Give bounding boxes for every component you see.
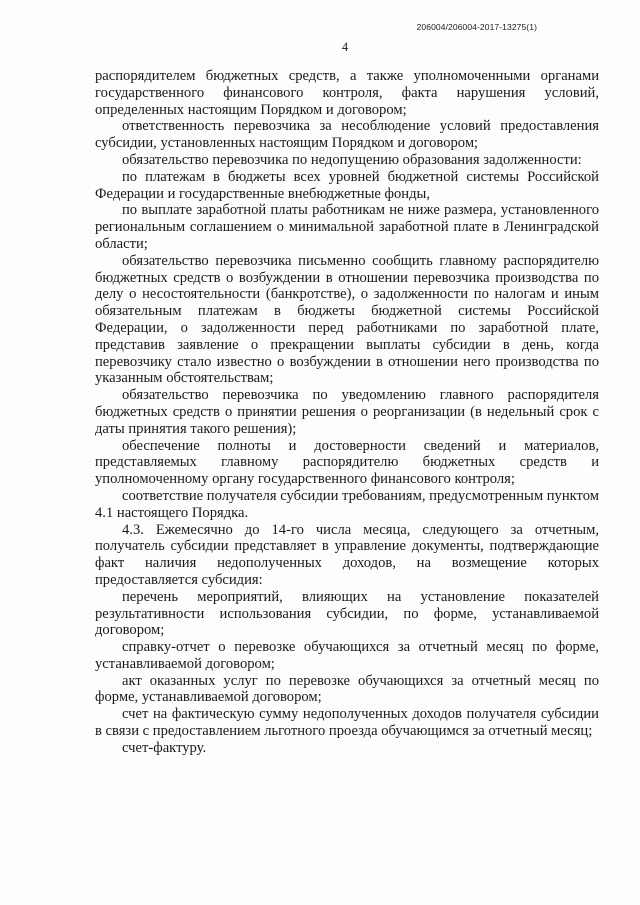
- paragraph: ответственность перевозчика за несоблюдение условий предоставления субсидии, установленных настоящим Порядком и договором;: [95, 118, 599, 152]
- document-id: 206004/206004-2017-13275(1): [416, 22, 537, 32]
- page-number: 4: [341, 40, 349, 54]
- paragraph: по выплате заработной платы работникам не ниже размера, установленного региональным соглашением о минимальной заработной плате в Ленинградской области;: [95, 202, 599, 252]
- paragraph: счет-фактуру.: [122, 739, 207, 756]
- paragraph: перечень мероприятий, влияющих на установление показателей результативности использования субсидии, по форме, устанавливаемой договором;: [95, 588, 599, 639]
- paragraph: обеспечение полноты и достоверности сведений и материалов, представляемых главному распорядителю бюджетных средств и уполномоченному органу государственного финансового контроля;: [95, 437, 599, 488]
- paragraph: справку-отчет о перевозке обучающихся за отчетный месяц по форме, устанавливаемой договором;: [95, 639, 599, 672]
- paragraph: обязательство перевозчика по недопущению образования задолженности:: [122, 151, 582, 168]
- paragraph: обязательство перевозчика письменно сообщить главному распорядителю бюджетных средств о возбуждении в отношении перевозчика производства по делу о несостоятельности (банкротстве), о задолженности по налогам и иным обязательным платежам в бюджеты бюджетной системы Российской Федерации, о задолженности перед работниками по заработной плате, представив заявление о прекращении выплаты субсидии в день, когда перевозчику стало известно о возбуждении в отношении него производства по указанным обстоятельствам;: [95, 252, 599, 387]
- paragraph: соответствие получателя субсидии требованиям, предусмотренным пунктом 4.1 настоящего Порядка.: [95, 487, 599, 521]
- document-body: [95, 68, 599, 757]
- paragraph: счет на фактическую сумму недополученных доходов получателя субсидии в связи с предоставлением льготного проезда обучающимся за отчетный месяц;: [95, 706, 599, 740]
- paragraph: обязательство перевозчика по уведомлению главного распорядителя бюджетных средств о принятии решения о реорганизации (в недельный срок с даты принятия такого решения);: [95, 387, 599, 437]
- paragraph: 4.3. Ежемесячно до 14-го числа месяца, следующего за отчетным, получатель субсидии представляет в управление документы, подтверждающие факт наличия недополученных доходов, на возмещение которых предоставляется субсидия:: [95, 521, 599, 588]
- paragraph: акт оказанных услуг по перевозке обучающихся за отчетный месяц по форме, устанавливаемой договором;: [95, 672, 599, 706]
- paragraph: распорядителем бюджетных средств, а также уполномоченными органами государственного финансового контроля, факта нарушения условий, определенных настоящим Порядком и договором;: [95, 68, 599, 118]
- paragraph: по платежам в бюджеты всех уровней бюджетной системы Российской Федерации и государственные внебюджетные фонды,: [95, 168, 599, 202]
